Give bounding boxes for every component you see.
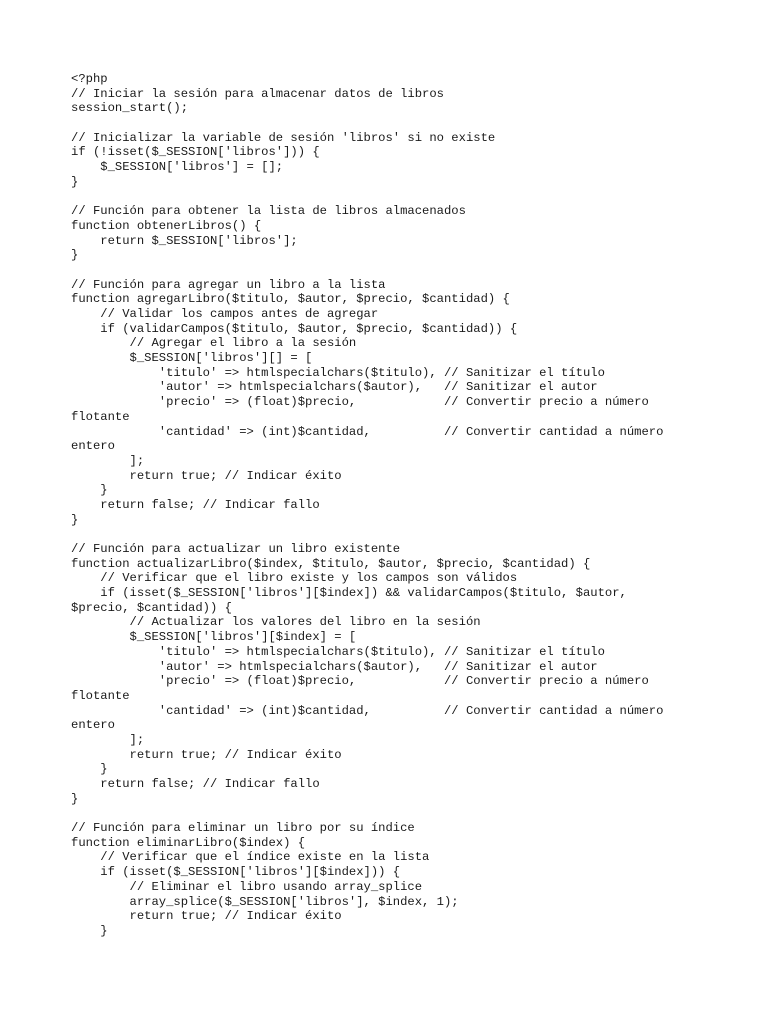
code-line: if (isset($_SESSION['libros'][$index])) {: [71, 865, 401, 880]
php-code-block: [71, 72, 711, 939]
code-line: [71, 263, 711, 278]
code-line: }: [71, 762, 108, 777]
code-line: if (validarCampos($titulo, $autor, $precio, $cantidad)) {: [71, 321, 518, 336]
code-line: 'precio' => (float)$precio, // Convertir precio a número: [71, 674, 649, 689]
code-line: function agregarLibro($titulo, $autor, $precio, $cantidad) {: [71, 292, 510, 307]
code-line: // Verificar que el libro existe y los campos son válidos: [71, 571, 518, 586]
code-line: ];: [71, 732, 145, 747]
code-line: entero: [71, 439, 115, 454]
code-line: $_SESSION['libros'][] = [: [71, 351, 313, 366]
code-line: [71, 527, 711, 542]
code-line: function eliminarLibro($index) {: [71, 835, 306, 850]
code-line: session_start();: [71, 101, 189, 116]
code-line: [71, 190, 711, 205]
code-line: // Validar los campos antes de agregar: [71, 307, 379, 321]
code-line: entero: [71, 718, 115, 733]
code-line: $_SESSION['libros'][$index] = [: [71, 630, 357, 645]
code-line: 'titulo' => htmlspecialchars($titulo), // Sanitizar el título: [71, 644, 605, 659]
code-line: }: [71, 791, 79, 806]
code-line: }: [71, 248, 79, 263]
code-line: // Función para obtener la lista de libros almacenados: [71, 204, 466, 219]
code-line: }: [71, 483, 108, 498]
code-line: return $_SESSION['libros'];: [71, 233, 298, 248]
code-line: }: [71, 512, 79, 527]
code-line: $_SESSION['libros'] = [];: [71, 160, 284, 175]
code-line: }: [71, 923, 108, 938]
code-line: array_splice($_SESSION['libros'], $index, 1);: [71, 894, 459, 909]
code-line: 'cantidad' => (int)$cantidad, // Convertir cantidad a número: [71, 424, 664, 439]
code-line: // Función para actualizar un libro existente: [71, 542, 401, 556]
code-line: // Verificar que el índice existe en la lista: [71, 850, 430, 865]
code-line: <?php: [71, 72, 108, 86]
code-line: // Función para agregar un libro a la lista: [71, 277, 386, 292]
code-line: // Agregar el libro a la sesión: [71, 336, 357, 351]
code-line: 'precio' => (float)$precio, // Convertir precio a número: [71, 395, 649, 410]
code-line: return true; // Indicar éxito: [71, 747, 342, 762]
code-line: function actualizarLibro($index, $titulo, $autor, $precio, $cantidad) {: [71, 556, 591, 571]
code-line: 'autor' => htmlspecialchars($autor), // Sanitizar el autor: [71, 659, 598, 674]
code-line: if (isset($_SESSION['libros'][$index]) && validarCampos($titulo, $autor,: [71, 586, 627, 601]
code-line: $precio, $cantidad)) {: [71, 600, 232, 615]
code-line: 'autor' => htmlspecialchars($autor), // Sanitizar el autor: [71, 380, 598, 395]
code-line: // Actualizar los valores del libro en la sesión: [71, 615, 481, 630]
code-line: // Iniciar la sesión para almacenar datos de libros: [71, 86, 444, 101]
code-line: // Eliminar el libro usando array_splice: [71, 879, 423, 894]
code-line: flotante: [71, 688, 130, 703]
code-line: [71, 116, 711, 131]
code-line: 'cantidad' => (int)$cantidad, // Convertir cantidad a número: [71, 703, 664, 718]
code-line: // Inicializar la variable de sesión 'libros' si no existe: [71, 130, 496, 145]
code-line: return true; // Indicar éxito: [71, 909, 342, 924]
code-line: return false; // Indicar fallo: [71, 497, 320, 512]
code-line: return true; // Indicar éxito: [71, 468, 342, 483]
code-line: ];: [71, 453, 145, 468]
code-line: }: [71, 174, 79, 189]
code-line: // Función para eliminar un libro por su índice: [71, 821, 415, 836]
code-line: 'titulo' => htmlspecialchars($titulo), // Sanitizar el título: [71, 365, 605, 380]
code-line: function obtenerLibros() {: [71, 218, 262, 233]
code-line: return false; // Indicar fallo: [71, 777, 320, 791]
code-line: if (!isset($_SESSION['libros'])) {: [71, 145, 320, 160]
code-line: [71, 806, 711, 821]
code-line: flotante: [71, 409, 130, 424]
